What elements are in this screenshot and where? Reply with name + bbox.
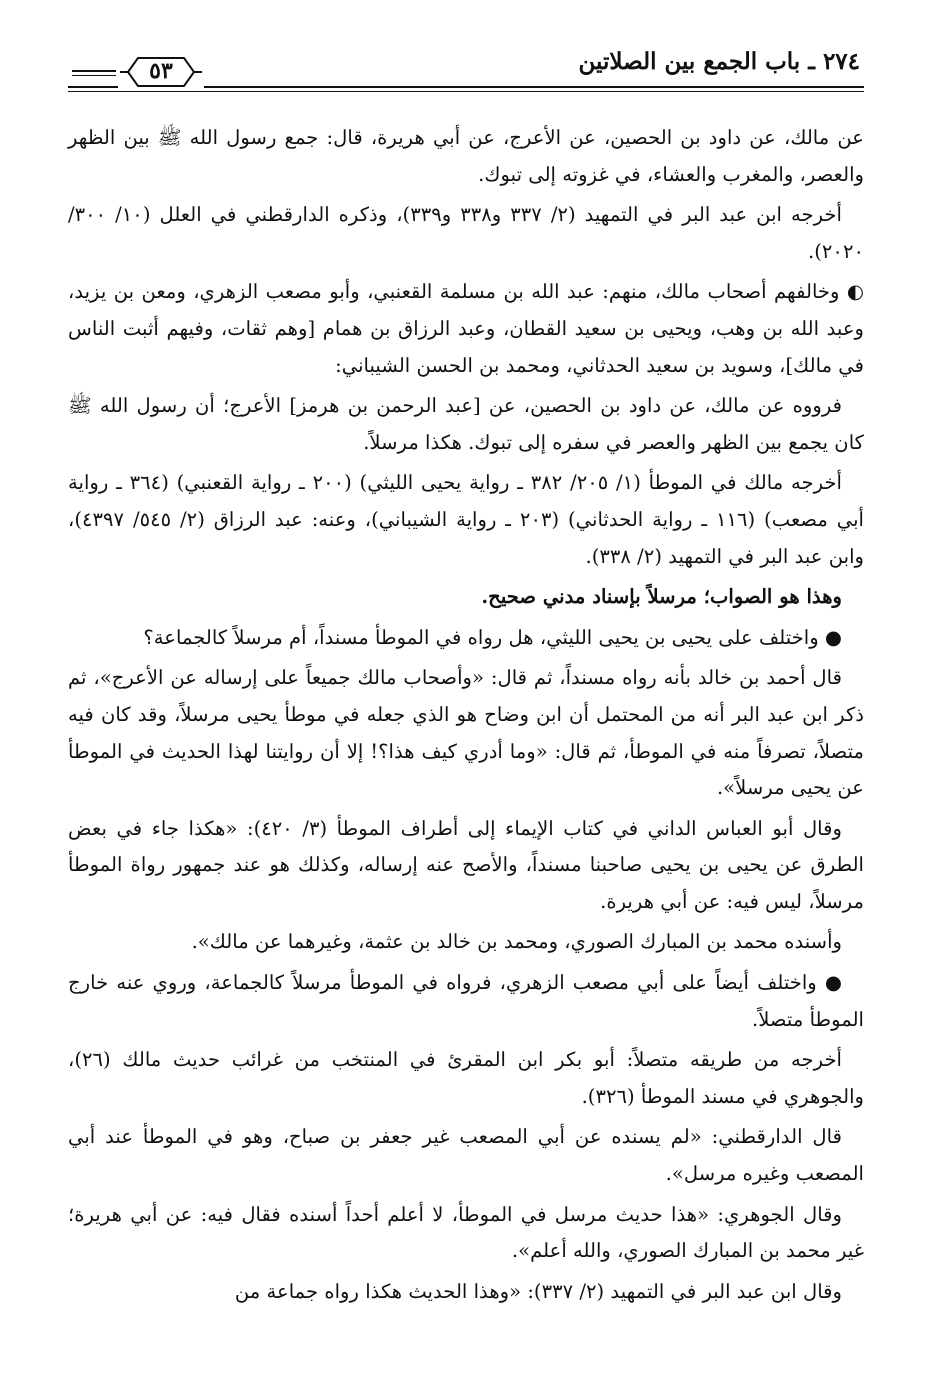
paragraph: عن مالك، عن داود بن الحصين، عن الأعرج، عن أبي هريرة، قال: جمع رسول الله ﷺ بين الظهر والعصر، والمغرب والعشاء، في غزوته إلى تبوك. [68,126,864,186]
page-number-badge [118,54,204,90]
paragraph: قال الدارقطني: «لم يسنده عن أبي المصعب غير جعفر بن صباح، وهو في الموطأ عند أبي المصعب وغيره مرسل». [68,1125,864,1186]
header-rule-left [72,70,116,76]
paragraph: قال أحمد بن خالد بأنه رواه مسنداً، ثم قال: «وأصحاب مالك جميعاً على إرساله عن الأعرج»، ثم ذكر ابن عبد البر أنه من المحتمل أن ابن وضاح هو الذي جعله في موطأ يحيى مرسلاً، وقد كان فيه متصلاً، تصرفاً منه في الموطأ، ثم قال: «وما أدري كيف هذا؟! إلا أن روايتنا لهذا الحديث في الموطأ عن يحيى مرسلاً». [68,666,864,800]
paragraph: ● واختلف على يحيى بن يحيى الليثي، هل رواه في الموطأ مسنداً، أم مرسلاً كالجماعة؟ [143,625,842,649]
paragraph: وأسنده محمد بن المبارك الصوري، ومحمد بن خالد بن عثمة، وغيرهما عن مالك». [191,930,842,954]
paragraph: فرووه عن مالك، عن داود بن الحصين، عن [عبد الرحمن بن هرمز] الأعرج؛ أن رسول الله ﷺ كان يجمع بين الظهر والعصر في سفره إلى تبوك. هكذا مرسلاً. [68,394,864,454]
page-body [68,120,864,1310]
paragraph: أخرجه ابن عبد البر في التمهيد (٢/ ٣٣٧ و٣٣٨ و٣٣٩)، وذكره الدارقطني في العلل (١٠/ ٣٠٠/ ٢٠٢٠). [68,203,864,263]
paragraph: ● واختلف أيضاً على أبي مصعب الزهري، فرواه في الموطأ مرسلاً كالجماعة، وروي عنه خارج الموطأ متصلاً. [68,971,864,1031]
paragraph: ◐ وخالفهم أصحاب مالك، منهم: عبد الله بن مسلمة القعنبي، وأبو مصعب الزهري، ومعن بن يزيد، وعبد الله بن وهب، ويحيى بن سعيد القطان، وعبد الرزاق بن همام [وهم ثقات، وفيهم أثبت الناس في مالك]، وسويد بن سعيد الحدثاني، ومحمد بن الحسن الشيباني: [68,280,864,377]
page-number: ٥٣ [149,58,173,84]
paragraph: وقال الجوهري: «هذا حديث مرسل في الموطأ، لا أعلم أحداً أسنده فقال فيه: عن أبي هريرة؛ غير محمد بن المبارك الصوري، والله أعلم». [68,1202,864,1263]
page-header [68,40,864,96]
paragraph: وهذا هو الصواب؛ مرسلاً بإسناد مدني صحيح. [481,585,842,609]
paragraph: وقال أبو العباس الداني في كتاب الإيماء إلى أطراف الموطأ (٣/ ٤٢٠): «هكذا جاء في بعض الطرق عن يحيى بن يحيى صاحبنا مسنداً، والأصح عنه إرساله، وكذلك هو عند جمهور رواة الموطأ مرسلاً، ليس فيه: عن أبي هريرة. [68,816,864,913]
paragraph: أخرجه مالك في الموطأ (١/ ٢٠٥/ ٣٨٢ ـ رواية يحيى الليثي) (٢٠٠ ـ رواية القعنبي) (٣٦٤ ـ رواية أبي مصعب) (١١٦ ـ رواية الحدثاني) (٢٠٣ ـ رواية الشيباني)، وعنه: عبد الرزاق (٢/ ٥٤٥/ ٤٣٩٧)، وابن عبد البر في التمهيد (٢/ ٣٣٨). [68,471,864,568]
chapter-title: ٢٧٤ ـ باب الجمع بين الصلاتين [578,48,860,75]
paragraph: وقال ابن عبد البر في التمهيد (٢/ ٣٣٧): «وهذا الحديث هكذا رواه جماعة من [234,1279,842,1303]
paragraph: أخرجه من طريقه متصلاً: أبو بكر ابن المقرئ في المنتخب من غرائب حديث مالك (٢٦)، والجوهري في مسند الموطأ (٣٢٦). [68,1048,864,1108]
